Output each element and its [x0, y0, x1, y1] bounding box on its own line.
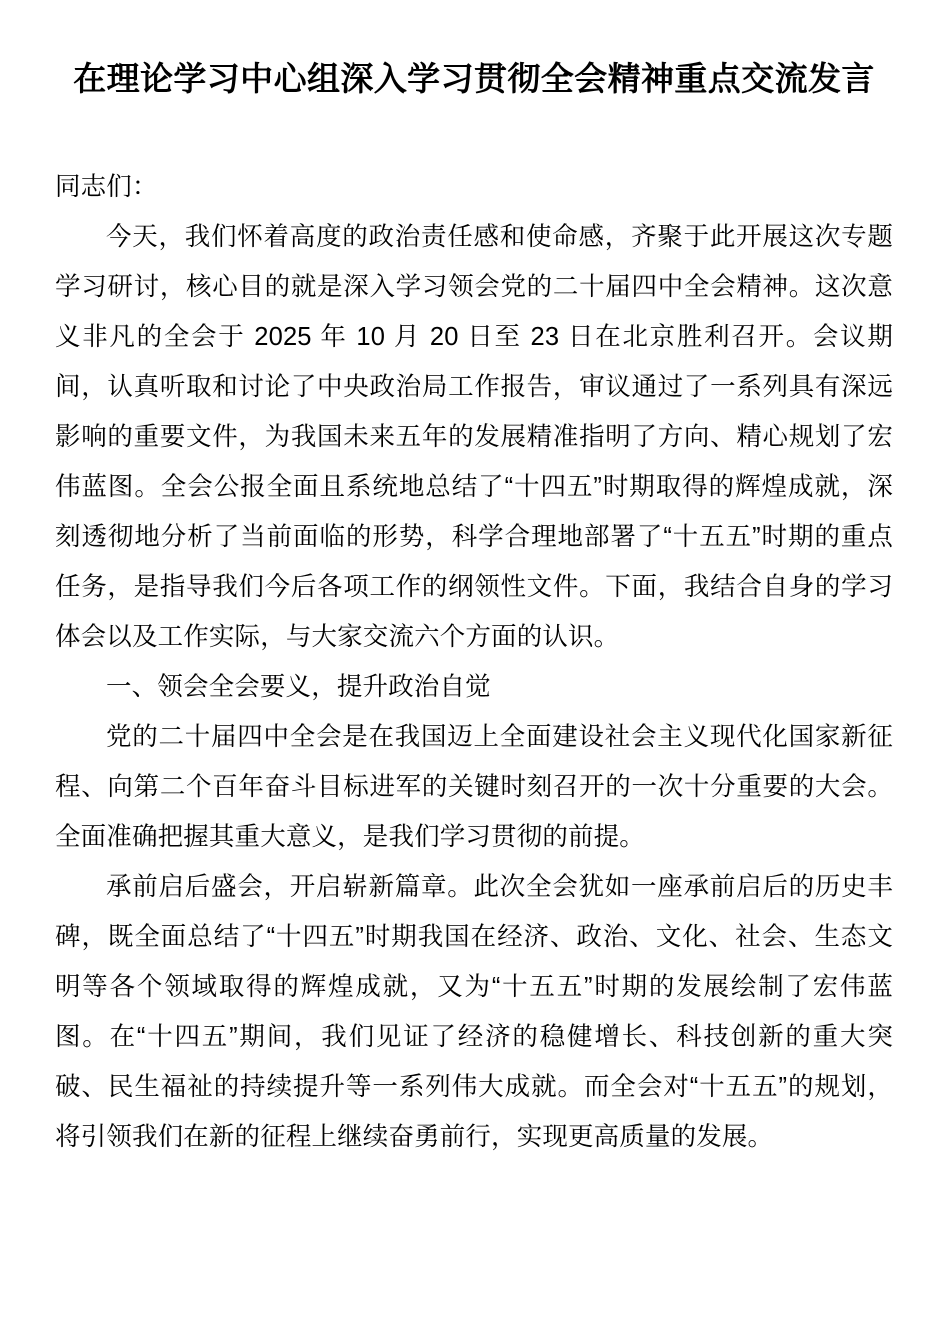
- document-body: [55, 0, 893, 1162]
- section-heading-1: 一、领会全会要义，提升政治自觉: [106, 673, 491, 701]
- salutation-line: 同志们：: [55, 173, 158, 201]
- title-body-spacer: [55, 106, 893, 162]
- paragraph-opening: 今天，我们怀着高度的政治责任感和使命感，齐聚于此开展这次专题学习研讨，核心目的就是深入学习领会党的二十届四中全会精神。这次意义非凡的全会于 2025 年 10 月 20 日至 23 日在北京胜利召开。会议期间，认真听取和讨论了中央政治局工作报告，审议通过了一系列具有深远影响的重要文件，为我国未来五年的发展精准指明了方向、精心规划了宏伟蓝图。全会公报全面且系统地总结了“十四五”时期取得的辉煌成就，深刻透彻地分析了当前面临的形势，科学合理地部署了“十五五”时期的重点任务，是指导我们今后各项工作的纲领性文件。下面，我结合自身的学习体会以及工作实际，与大家交流六个方面的认识。: [55, 223, 893, 651]
- paragraph-section-1-a: 党的二十届四中全会是在我国迈上全面建设社会主义现代化国家新征程、向第二个百年奋斗目标进军的关键时刻召开的一次十分重要的大会。全面准确把握其重大意义，是我们学习贯彻的前提。: [55, 723, 893, 851]
- paragraph-section-1-b: 承前启后盛会，开启崭新篇章。此次全会犹如一座承前启后的历史丰碑，既全面总结了“十四五”时期我国在经济、政治、文化、社会、生态文明等各个领域取得的辉煌成就，又为“十五五”时期的发展绘制了宏伟蓝图。在“十四五”期间，我们见证了经济的稳健增长、科技创新的重大突破、民生福祉的持续提升等一系列伟大成就。而全会对“十五五”的规划，将引领我们在新的征程上继续奋勇前行，实现更高质量的发展。: [55, 873, 893, 1151]
- page-title: 在理论学习中心组深入学习贯彻全会精神重点交流发言: [73, 60, 875, 97]
